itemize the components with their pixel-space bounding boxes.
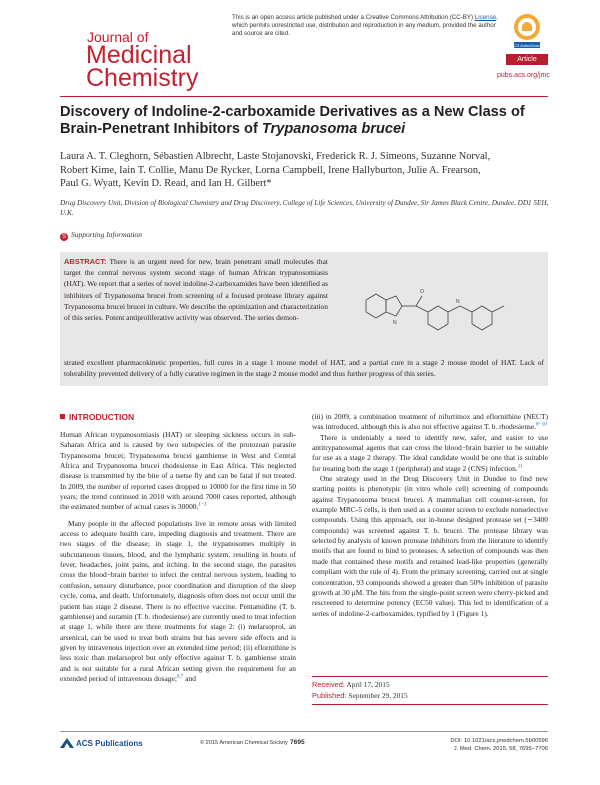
introduction-heading: INTRODUCTION (60, 412, 296, 422)
doi-citation (420, 738, 548, 753)
svg-text:N: N (393, 320, 397, 326)
author-list: Laura A. T. Cleghorn, Sébastien Albrecht, Laste Stojanovski, Frederick R. J. Simeons, Suzanne Norval, Robert Kime, Iain T. Collie, Manu De Rycker, Lorna Campbell, Irene Hallyburton, Julie A. Frearson, Paul G. Wyatt, Kevin D. Read, and Ian H. Gilbert* (60, 151, 491, 190)
intro-paragraph-3: (iii) in 2009, a combination treatment of nifurtimox and eflornithine (NECT) was introduced, although this is also not effective against T. b. rhodesiense.$^{8-10}$ (312, 412, 548, 432)
header-divider (60, 96, 548, 97)
intro-paragraph-5: One strategy used in the Drug Discovery Unit in Dundee to find new starting points is phenotypic (in vitro whole cell) screening of compounds against Trypanosoma brucei brucei. A mammalian cell counter-screen, for example MRC-5 cells, is then used as a counter screen to exclude nonselective compounds. Using this approach, our in-house designed protease set (∼3400 compounds) was screened against T. b. brucei. The protease library was selected by analysis of known protease inhibitors from the literature to identify motifs that are found to bind to proteases. A selection of compounds was then made that contained these motifs and retained lead-like properties (generally compliant with the rule of 4). From the primary screening, carried out at single concentration, 93 compounds showed a greater than 50% inhibition of parasite growth at 30 μM. The hits from the single-point screen were cherry-picked and rescreened to determine potency (EC50 value). This led to identification of a series of indoline-2-carboxamides, typified by 1 (Figure 1). (312, 474, 548, 618)
svg-text:ACS AuthorChoice: ACS AuthorChoice (512, 44, 542, 48)
acs-publications-logo[interactable]: ACS Publications (60, 738, 143, 748)
citation-ref[interactable]: 1−3 (198, 501, 207, 508)
license-link[interactable]: License (474, 14, 497, 21)
svg-text:O: O (420, 289, 424, 295)
abstract-text-wrapped: ABSTRACT: There is an urgent need for new, brain penetrant small molecules that target the central nervous system second stage of human African trypanosomiasis (HAT). We report that a series of novel indoline-2-carboxamides have been identified as inhibitors of Trypanosoma brucei from screening of a focused protease library against Trypanosoma brucei brucei in culture. We describe the optimization and characterization of this series. Potent antiproliferative activity was observed. The series demon- (64, 257, 328, 323)
right-column (312, 412, 548, 619)
page-number: 7695 (290, 739, 305, 746)
citation-ref[interactable]: 8−10 (536, 421, 547, 428)
section-marker-icon (60, 414, 65, 419)
supporting-info-icon: S (61, 234, 66, 240)
footer-divider (60, 731, 548, 732)
citation-ref[interactable]: 11 (517, 463, 523, 470)
abstract-text-full: strated excellent pharmacokinetic properties, full cures in a stage 1 mouse model of HAT, and a partial cure in a stage 2 mouse model of HAT. Lack of tolerability prevented delivery of a fully curative regimen in the stage 2 mouse model and thus further progress of this series. (64, 358, 544, 379)
acs-authorchoice-badge (511, 12, 543, 50)
intro-paragraph-4: There is undeniably a need to identify new, safer, and easier to use antitrypanosomal agents that can cross the blood−brain barrier to be suitable for use as a stage 2 therapy. The ideal candidate would be one that is suitable for treating both the stage 1 (peripheral) and stage 2 (CNS) infection.$^{11}$ (312, 432, 548, 473)
journal-title-line1: Medicinal (86, 41, 192, 69)
copyright: © 2015 American Chemical Society (200, 740, 288, 746)
acs-logo-icon (60, 738, 74, 748)
svg-text:N: N (456, 299, 460, 305)
article-title: Discovery of Indoline-2-carboxamide Derivatives as a New Class of Brain-Penetrant Inhibitors of Trypanosoma brucei (60, 104, 525, 137)
article-type-tab: Article (506, 54, 548, 65)
article-dates: Received: April 17, 2015 Published: September 29, 2015 (312, 680, 408, 700)
open-access-notice: This is an open access article published under a Creative Commons Attribution (CC-BY) License, which permits unrestricted use, distribution and reproduction in any medium, provided the author and source are cited. (232, 14, 498, 37)
intro-paragraph-1: Human African trypanosomiasis (HAT) or sleeping sickness occurs in sub-Saharan Africa and is caused by two subspecies of the protozoan parasite Trypanosoma brucei; Trypanosoma brucei gambiense in West and Central Africa and Trypanosoma brucei rhodesiense in East Africa. This neglected disease is transmitted by the bite of a tsetse fly and can be fatal if not treated. In 2009, the number of reported cases dropped to 10000 for the first time in 50 years; the trend continued in 2010 with around 7000 cases reported, although the estimated number of actual cases is 30000.$^{1-3}$ (60, 430, 296, 512)
journal-title-line2: Chemistry (86, 64, 199, 92)
supporting-information-link[interactable]: S Supporting Information (61, 230, 143, 240)
dates-divider-bottom (312, 704, 548, 705)
left-column (60, 412, 296, 684)
abstract-structure-graphic (336, 262, 540, 352)
journal-prefix: Journal of (87, 29, 149, 45)
dates-divider-top (312, 676, 548, 677)
affiliation: Drug Discovery Unit, Division of Biological Chemistry and Drug Discovery, College of Life Sciences, University of Dundee, Sir James Black Centre, Dundee, DD1 5EH, U.K. (60, 199, 549, 217)
doi[interactable]: DOI: 10.1021/acs.jmedchem.5b00596 (450, 738, 548, 744)
citation: J. Med. Chem. 2015, 58, 7695−7706 (453, 745, 548, 752)
intro-paragraph-2: Many people in the affected populations live in remote areas with limited access to adequate health care, impeding diagnosis and treatment. There are two stages of the disease; in stage 1, the trypanosomes multiply in subcutaneous tissues, blood, and the lymphatic system, resulting in bouts of fever, headaches, joint pains, and itching. In the second stage, the parasites cross the blood−brain barrier to infect the central nervous system, leading to confusion, sensory disturbance, poor coordination and disruption of the sleep cycle, coma, and death. Unfortunately, diagnosis often does not occur until the patient has stage 2 disease. There is no effective vaccine. Pentamidine (T. b. gambiense) and suramin (T. b. rhodesiense) are currently used to treat infection at stage 1, while there are three treatments for stage 2: (i) melarsoprol, an arsenical, can be used to treat both strains but has severe side effects and is given by intravenous injection over an extended time period; (ii) eflornithine is less toxic than melarsoprol but only effective against T. b. gambiense strain and is not suitable for a rural African setting given the requirement for an extended period of intravenous dosage;$^{6,7}$ and (60, 518, 296, 683)
journal-masthead (86, 30, 199, 90)
journal-url[interactable]: pubs.acs.org/jmc (497, 72, 550, 79)
citation-ref[interactable]: 6,7 (176, 673, 184, 680)
